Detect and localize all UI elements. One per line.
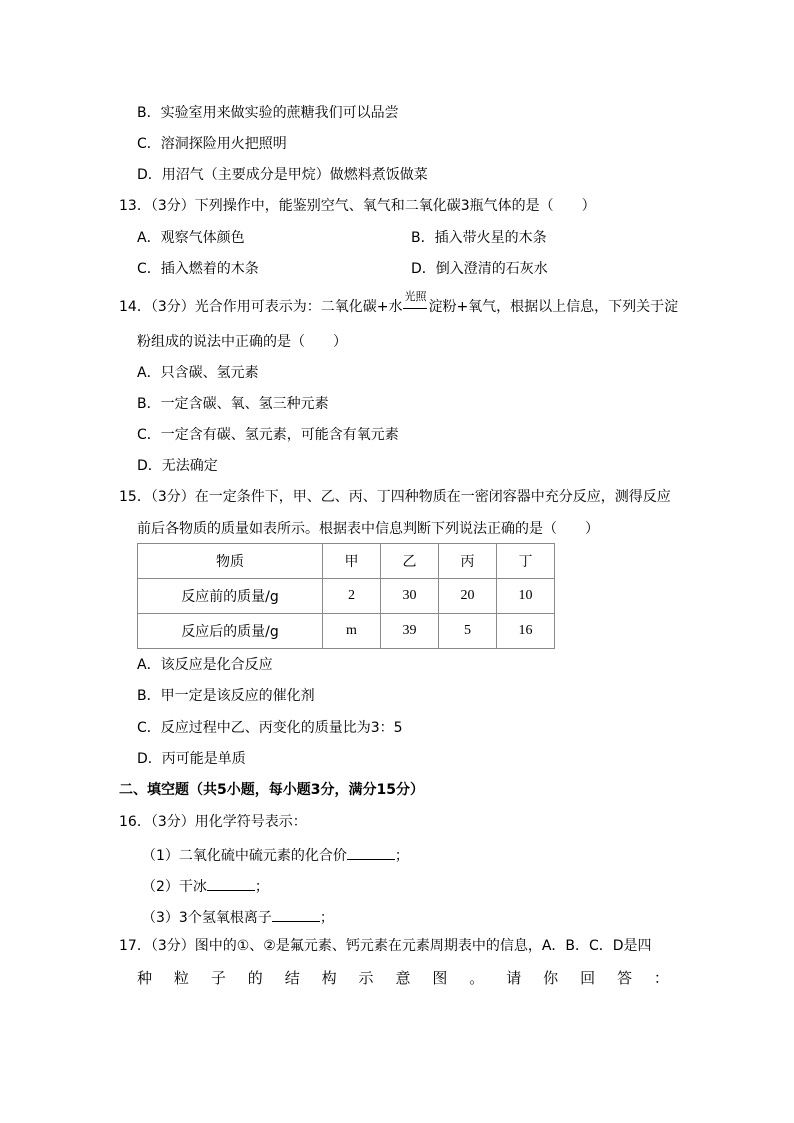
table-cell: 16: [497, 614, 555, 649]
q17-char: ：: [653, 969, 669, 987]
q16-part2-end: ；: [254, 879, 269, 895]
q17-char: 图: [432, 969, 448, 987]
table-cell: 10: [497, 579, 555, 614]
answer-blank[interactable]: [347, 843, 395, 860]
q14-option-b: B．一定含碳、氧、氢三种元素: [137, 396, 329, 412]
table-row: [138, 614, 555, 649]
q16-part3: [142, 905, 334, 928]
table-cell: 5: [439, 614, 497, 649]
table-cell: 20: [439, 579, 497, 614]
q16-part1-text: （1）二氧化硫中硫元素的化合价: [142, 848, 347, 864]
q14-stem-pre: 14．（3分）光合作用可表示为：二氧化碳+水: [119, 299, 403, 315]
table-cell: 2: [323, 579, 381, 614]
equals-line: [403, 308, 427, 309]
q15-option-d: D．丙可能是单质: [137, 751, 246, 767]
q17-char: 种: [137, 969, 153, 987]
table-cell: 30: [381, 579, 439, 614]
q16-part1: [142, 843, 409, 866]
table-header-row: [138, 544, 555, 579]
q17-char: 意: [395, 969, 411, 987]
q15-option-b: B．甲一定是该反应的催化剂: [137, 688, 315, 704]
q15-option-c: C．反应过程中乙、丙变化的质量比为3：5: [137, 720, 403, 736]
q17-char: 请: [506, 969, 522, 987]
q14-stem: [119, 290, 679, 317]
q16-part3-text: （3）3个氢氧根离子: [142, 910, 272, 926]
q15-option-a: A．该反应是化合反应: [137, 657, 273, 673]
q13-option-b: B．插入带火星的木条: [411, 230, 547, 246]
q16-part3-end: ；: [319, 910, 334, 926]
q17-char: 的: [247, 969, 263, 987]
q17-char: 答: [616, 969, 632, 987]
q12-option-b: B．实验室用来做实验的蔗糖我们可以品尝: [137, 105, 399, 121]
table-cell: 39: [381, 614, 439, 649]
q14-stem-line2: 粉组成的说法中正确的是（ ）: [137, 334, 347, 350]
q13-stem: 13．（3分）下列操作中，能鉴别空气、氧气和二氧化碳3瓶气体的是（ ）: [119, 198, 596, 214]
table-cell: 反应前的质量/g: [138, 579, 323, 614]
q14-option-c: C．一定含有碳、氢元素，可能含有氧元素: [137, 427, 399, 443]
q14-stem-post: 淀粉+氧气，根据以上信息，下列关于淀: [428, 299, 679, 315]
q15-stem-line1: 15．（3分）在一定条件下，甲、乙、丙、丁四种物质在一密闭容器中充分反应，测得反应: [119, 489, 671, 505]
table-header-cell: 物质: [138, 544, 323, 579]
table-cell: m: [323, 614, 381, 649]
table-header-cell: 丁: [497, 544, 555, 579]
q14-option-a: A．只含碳、氢元素: [137, 365, 259, 381]
answer-blank[interactable]: [272, 905, 320, 922]
table-cell: 反应后的质量/g: [138, 614, 323, 649]
q17-char: 示: [358, 969, 374, 987]
q17-char: 回: [580, 969, 596, 987]
q16-stem: 16．（3分）用化学符号表示：: [119, 814, 307, 830]
q13-option-c: C．插入燃着的木条: [137, 261, 259, 277]
q16-part2-text: （2）干冰: [142, 879, 207, 895]
answer-blank[interactable]: [207, 874, 255, 891]
reaction-condition-sign: [402, 290, 428, 317]
q17-char: 你: [543, 969, 559, 987]
table-header-cell: 甲: [323, 544, 381, 579]
q16-part2: [142, 874, 269, 897]
q17-char: 构: [321, 969, 337, 987]
q13-option-a: A．观察气体颜色: [137, 230, 245, 246]
q15-stem-line2: 前后各物质的质量如表所示。根据表中信息判断下列说法正确的是（ ）: [137, 521, 599, 537]
mass-table: [137, 543, 555, 649]
table-header-cell: 丙: [439, 544, 497, 579]
q13-option-d: D．倒入澄清的石灰水: [411, 261, 548, 277]
table-row: [138, 579, 555, 614]
reaction-condition-label: 光照: [404, 290, 427, 303]
q17-char: 子: [210, 969, 226, 987]
q17-stem-line1: 17．（3分）图中的①、②是氟元素、钙元素在元素周期表中的信息，A．B．C．D是四: [119, 938, 652, 954]
q16-part1-end: ；: [394, 848, 409, 864]
q17-char: 。: [469, 969, 485, 987]
q14-option-d: D．无法确定: [137, 458, 218, 474]
q17-char: 粒: [173, 969, 189, 987]
q17-stem-line2: [137, 967, 669, 988]
q12-option-c: C．溶洞探险用火把照明: [137, 136, 287, 152]
q17-char: 结: [284, 969, 300, 987]
q12-option-d: D．用沼气（主要成分是甲烷）做燃料煮饭做菜: [137, 167, 428, 183]
section-heading: 二、填空题（共5小题，每小题3分，满分15分）: [119, 782, 424, 798]
table-header-cell: 乙: [381, 544, 439, 579]
